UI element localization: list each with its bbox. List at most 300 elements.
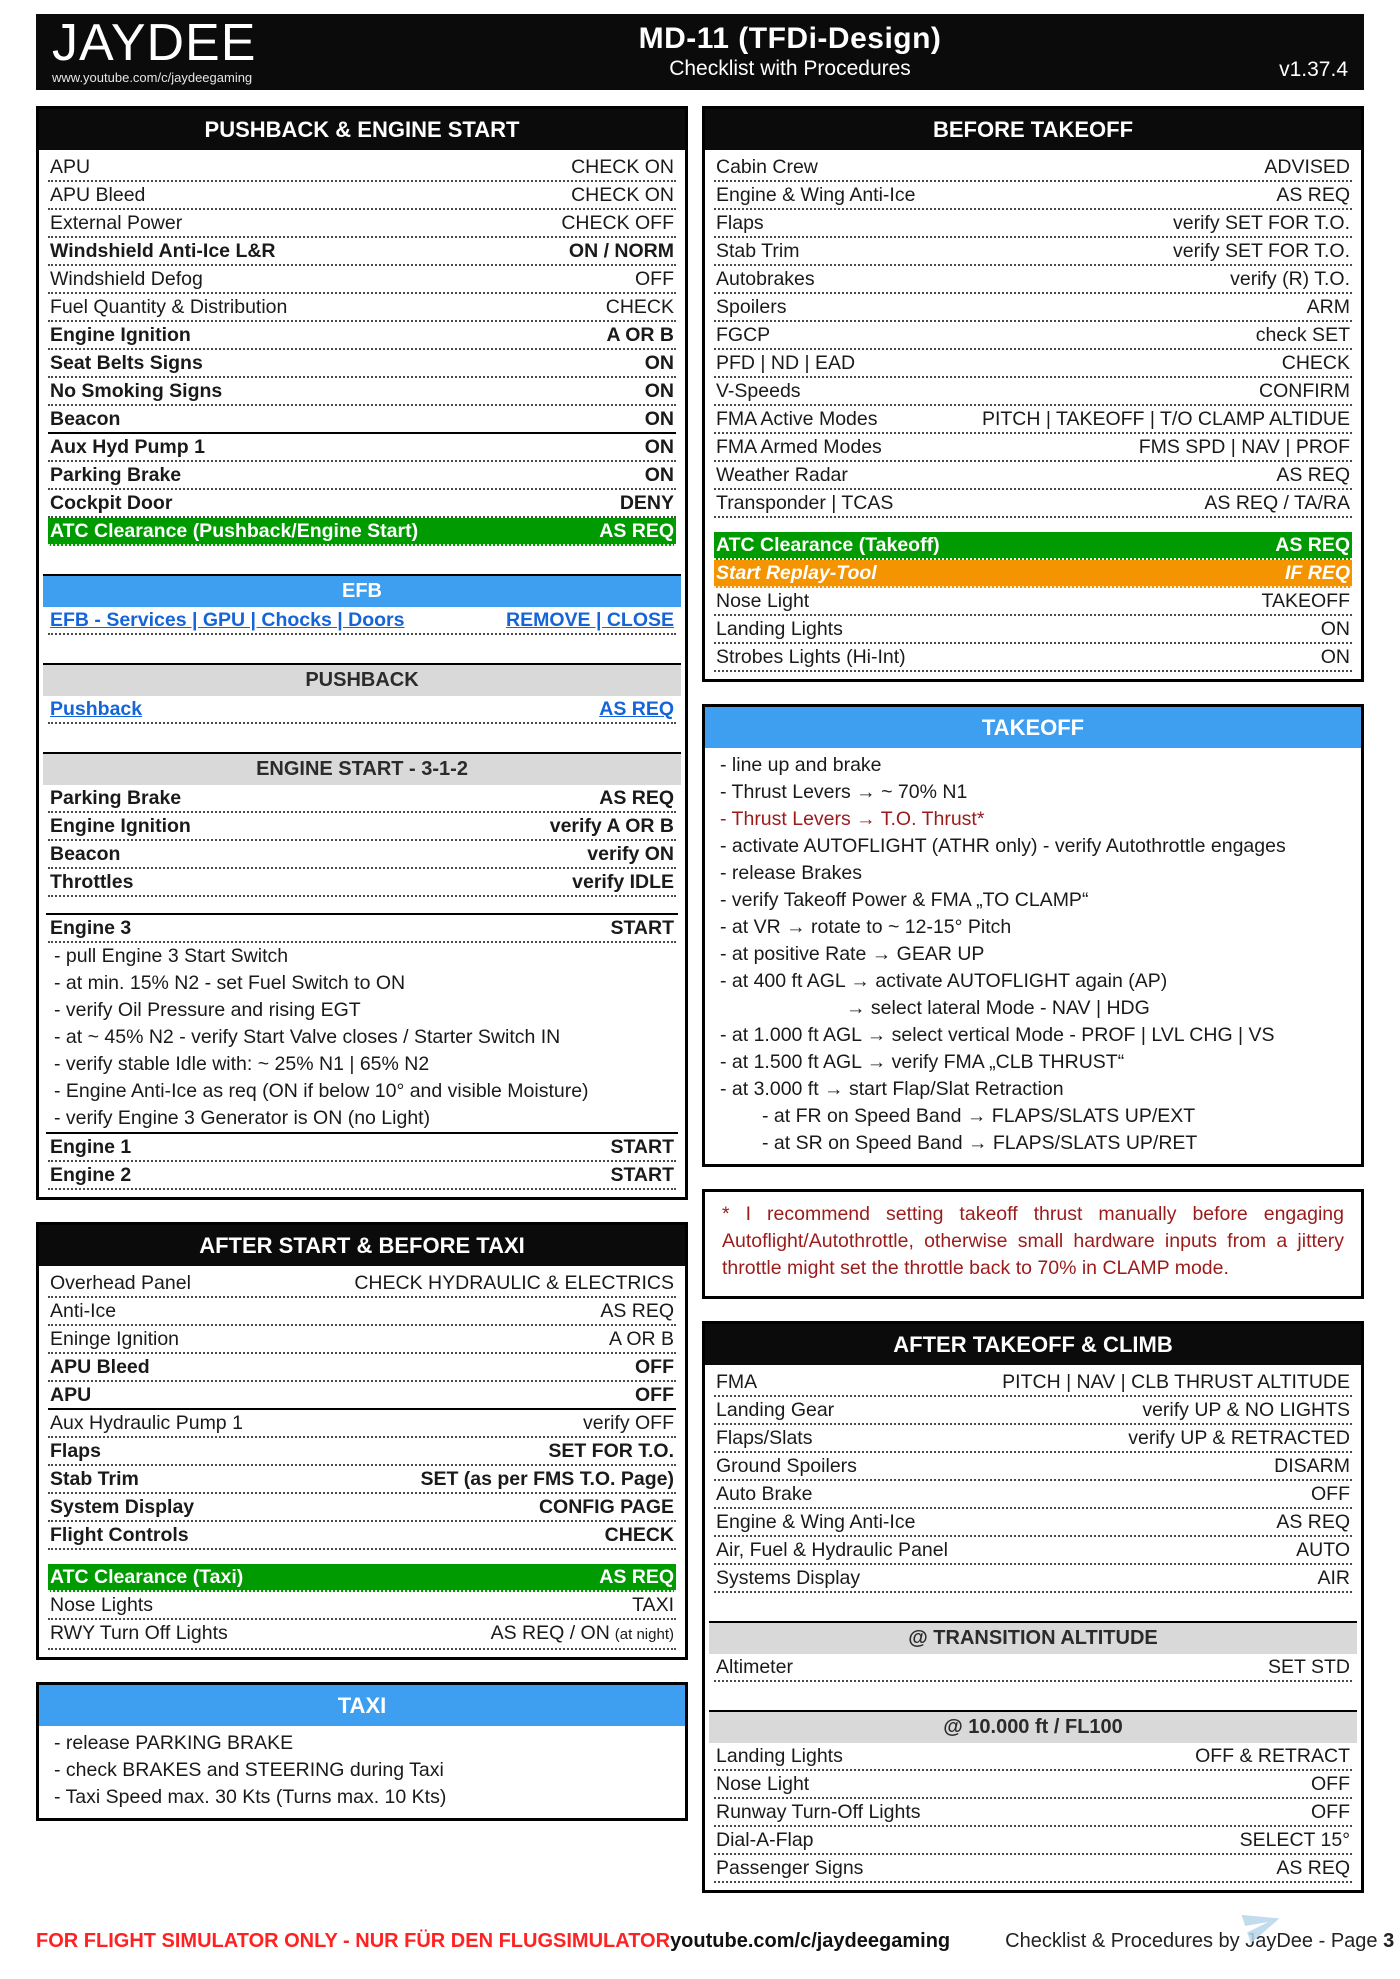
checklist-item-label: Pushback (50, 698, 143, 720)
checklist-item-value-main: CHECK OFF (561, 212, 674, 234)
checklist-item-value (625, 268, 674, 290)
checklist-row (714, 532, 1352, 560)
checklist-item-value (481, 1622, 674, 1646)
section-content (705, 1365, 1361, 1890)
section-content (39, 1726, 685, 1818)
checklist-row (714, 266, 1352, 294)
checklist-item-value-main: verify (R) T.O. (1230, 268, 1350, 290)
checklist-item-value-main: OFF (635, 268, 674, 290)
checklist-link-row[interactable] (48, 607, 676, 635)
checklist-item-label: Parking Brake (50, 464, 182, 486)
checklist-item-value-main: OFF & RETRACT (1195, 1745, 1350, 1767)
checklist-item-label: FMA Active Modes (716, 408, 878, 430)
checklist-item-label: Anti-Ice (50, 1300, 117, 1322)
checklist-item-value-main: OFF (635, 1356, 674, 1378)
checklist-item-label: ATC Clearance (Taxi) (50, 1566, 244, 1588)
checklist-item-label: Parking Brake (50, 787, 182, 809)
procedure-line: - Thrust Levers → ~ 70% N1 (720, 781, 968, 803)
checklist-item-label: ATC Clearance (Pushback/Engine Start) (50, 520, 419, 542)
checklist-item-value (635, 352, 674, 374)
checklist-item-value-main: ON (644, 352, 674, 374)
checklist-item-label: Aux Hydraulic Pump 1 (50, 1412, 243, 1434)
checklist-row (48, 1494, 676, 1522)
checklist-row (48, 434, 676, 462)
checklist-item-value-main: CHECK (1281, 352, 1350, 374)
checklist-item-value (1129, 436, 1350, 458)
checklist-row (48, 1522, 676, 1550)
checklist-row (48, 1592, 676, 1620)
checklist-row (714, 1425, 1352, 1453)
procedure-line: - at min. 15% N2 - set Fuel Switch to ON (54, 972, 406, 994)
checklist-item-value (496, 609, 674, 631)
checklist-item-value-main: AS REQ (600, 1300, 674, 1322)
checklist-item-label: External Power (50, 212, 183, 234)
procedure-line: - release Brakes (720, 862, 862, 884)
checklist-row (48, 1438, 676, 1466)
procedure-line: - verify stable Idle with: ~ 25% N1 | 65% N2 (54, 1053, 430, 1075)
checklist-row (48, 915, 676, 943)
procedure-line: - check BRAKES and STEERING during Taxi (54, 1759, 444, 1781)
checklist-item-label: Autobrakes (716, 268, 815, 290)
checklist-item-value-main: verify UP & NO LIGHTS (1142, 1399, 1350, 1421)
checklist-item-value (1252, 590, 1350, 612)
subsection-header: PUSHBACK (43, 663, 681, 696)
checklist-item-value-main: SET STD (1268, 1656, 1350, 1678)
checklist-item-label: Landing Lights (716, 618, 843, 640)
checklist-item-value-main: TAXI (632, 1594, 674, 1616)
checklist-row (714, 1481, 1352, 1509)
section-after-start-before-taxi (36, 1222, 688, 1660)
checklist-item-value (1132, 1399, 1350, 1421)
checklist-item-value-main: SET FOR T.O. (548, 1440, 674, 1462)
procedure-line: - Thrust Levers → T.O. Thrust* (720, 808, 985, 830)
checklist-row (48, 1466, 676, 1494)
checklist-item-value-main: AIR (1317, 1567, 1350, 1589)
footer-youtube-link: youtube.com/c/jaydeegaming (670, 1930, 951, 1952)
checklist-item-value (551, 212, 674, 234)
checklist-row (48, 813, 676, 841)
checklist-item-value (1264, 1455, 1350, 1477)
checklist-row (714, 1537, 1352, 1565)
checklist-item-label: Landing Gear (716, 1399, 835, 1421)
divider-line (46, 897, 678, 915)
checklist-row (714, 350, 1352, 378)
checklist-item-label: APU Bleed (50, 184, 146, 206)
checklist-item-value (992, 1371, 1350, 1393)
checklist-item-value-main: TAKEOFF (1261, 590, 1350, 612)
checklist-row (714, 1654, 1352, 1682)
checklist-item-value (540, 815, 674, 837)
checklist-item-value-main: ADVISED (1264, 156, 1350, 178)
section-header: TAKEOFF (705, 707, 1361, 748)
checklist-item-value (1301, 1801, 1350, 1823)
checklist-item-label: Flaps (716, 212, 764, 234)
checklist-item-value (635, 464, 674, 486)
procedure-line: - at positive Rate → GEAR UP (720, 943, 985, 965)
checklist-item-label: Beacon (50, 843, 121, 865)
checklist-row (48, 1410, 676, 1438)
spacer (714, 1682, 1352, 1696)
checklist-row (48, 322, 676, 350)
section-content (705, 1192, 1361, 1296)
checklist-row (48, 1134, 676, 1162)
checklist-item-label: Engine & Wing Anti-Ice (716, 1511, 916, 1533)
checklist-item-value-main: ON (644, 408, 674, 430)
page-footer (36, 1930, 1395, 1953)
procedure-line: - pull Engine 3 Start Switch (54, 945, 289, 967)
checklist-item-label: Engine Ignition (50, 815, 191, 837)
checklist-item-value (1163, 240, 1350, 262)
column-left (36, 106, 688, 1843)
procedure-line: - activate AUTOFLIGHT (ATHR only) - verify Autothrottle engages (720, 835, 1286, 857)
checklist-item-label: Systems Display (716, 1567, 861, 1589)
section-content (39, 1266, 685, 1657)
spacer (48, 1550, 676, 1564)
procedure-line: - verify Oil Pressure and rising EGT (54, 999, 361, 1021)
checklist-row (714, 210, 1352, 238)
checklist-row (48, 1298, 676, 1326)
checklist-item-value-main: verify UP & RETRACTED (1128, 1427, 1350, 1449)
checklist-item-value-main: START (610, 1164, 674, 1186)
checklist-item-label: Weather Radar (716, 464, 848, 486)
checklist-row (714, 1509, 1352, 1537)
checklist-item-value (1311, 646, 1350, 668)
checklist-row (714, 378, 1352, 406)
checklist-item-value-main: ON (644, 380, 674, 402)
checklist-item-value-main: verify SET FOR T.O. (1173, 212, 1350, 234)
checklist-item-value-main: CHECK (605, 296, 674, 318)
checklist-item-value-main: SET (as per FMS T.O. Page) (420, 1468, 674, 1490)
checklist-row (48, 518, 676, 546)
checklist-item-value-main: REMOVE | CLOSE (506, 609, 674, 631)
checklist-item-value-main: verify ON (587, 843, 674, 865)
checklist-item-value-main: ON (644, 464, 674, 486)
checklist-item-value-main: CHECK (604, 1524, 674, 1546)
procedure-line: - at 3.000 ft → start Flap/Slat Retraction (720, 1078, 1064, 1100)
checklist-item-value (599, 1328, 674, 1350)
procedure-line: - at VR → rotate to ~ 12-15° Pitch (720, 916, 1012, 938)
checklist-item-value-main: DISARM (1274, 1455, 1350, 1477)
checklist-row (714, 294, 1352, 322)
checklist-item-value-main: OFF (1311, 1483, 1350, 1505)
procedure-line: - line up and brake (720, 754, 882, 776)
checklist-item-value (610, 492, 674, 514)
checklist-row (48, 154, 676, 182)
checklist-item-value-main: AS REQ (599, 1566, 674, 1588)
checklist-item-value-main: check SET (1255, 324, 1350, 346)
checklist-item-value (577, 843, 674, 865)
checklist-item-value-main: AS REQ / TA/RA (1204, 492, 1350, 514)
checklist-row (48, 1354, 676, 1382)
checklist-item-value (589, 787, 674, 809)
checklist-item-value-main: CHECK ON (571, 156, 674, 178)
checklist-item-label: APU Bleed (50, 1356, 150, 1378)
procedure-line: - at ~ 45% N2 - verify Start Valve closes / Starter Switch IN (54, 1026, 561, 1048)
checklist-item-label: Transponder | TCAS (716, 492, 894, 514)
subsection-header: EFB (43, 574, 681, 607)
checklist-item-label: Nose Light (716, 1773, 810, 1795)
checklist-row (48, 350, 676, 378)
section-taxi (36, 1682, 688, 1821)
checklist-row (714, 1369, 1352, 1397)
checklist-item-value (600, 1136, 674, 1158)
checklist-item-value (600, 917, 674, 939)
checklist-item-value (622, 1594, 674, 1616)
checklist-item-value (1249, 380, 1350, 402)
checklist-row (714, 1771, 1352, 1799)
checklist-item-value-main: ON (644, 436, 674, 458)
checklist-item-label: Engine 1 (50, 1136, 132, 1158)
checklist-row (714, 406, 1352, 434)
checklist-item-value-main: PITCH | TAKEOFF | T/O CLAMP ALTIDUE (981, 408, 1350, 430)
checklist-item-label: RWY Turn Off Lights (50, 1622, 228, 1644)
checklist-item-value-main: AS REQ (1276, 464, 1350, 486)
checklist-item-label: APU (50, 156, 91, 178)
checklist-item-value-main: DENY (619, 492, 674, 514)
checklist-item-value (596, 296, 674, 318)
subsection-header: @ 10.000 ft / FL100 (709, 1710, 1357, 1743)
checklist-item-label: Flight Controls (50, 1524, 189, 1546)
procedure-line: - Engine Anti-Ice as req (ON if below 10° and visible Moisture) (54, 1080, 589, 1102)
checklist-item-label: Nose Lights (50, 1594, 153, 1616)
checklist-item-value (410, 1468, 674, 1490)
checklist-row (714, 644, 1352, 672)
checklist-row (48, 266, 676, 294)
checklist-item-value (625, 1356, 674, 1378)
checklist-row (48, 490, 676, 518)
section-note (702, 1189, 1364, 1299)
checklist-item-label: Windshield Anti-Ice L&R (50, 240, 276, 262)
checklist-item-value (559, 240, 674, 262)
procedure-line: - at SR on Speed Band → FLAPS/SLATS UP/RET (762, 1132, 1198, 1154)
checklist-item-label: Stab Trim (716, 240, 800, 262)
checklist-item-value-main: START (610, 917, 674, 939)
checklist-row (48, 1382, 676, 1410)
checklist-item-value-main: AS REQ / ON (490, 1622, 610, 1644)
checklist-item-label: Fuel Quantity & Distribution (50, 296, 288, 318)
checklist-item-value (1272, 352, 1350, 374)
section-header: TAXI (39, 1685, 685, 1726)
checklist-row (48, 841, 676, 869)
checklist-item-value-note: (at night) (614, 1626, 674, 1643)
checklist-row (714, 154, 1352, 182)
checklist-item-value (538, 1440, 674, 1462)
checklist-row (714, 1855, 1352, 1883)
checklist-item-value-main: OFF (1311, 1773, 1350, 1795)
checklist-item-value (1311, 618, 1350, 640)
subsection-header: @ TRANSITION ALTITUDE (709, 1621, 1357, 1654)
checklist-item-value (1185, 1745, 1350, 1767)
checklist-row (48, 238, 676, 266)
section-header: BEFORE TAKEOFF (705, 109, 1361, 150)
checklist-row (48, 1326, 676, 1354)
checklist-item-label: APU (50, 1384, 92, 1406)
checklist-item-label: Auto Brake (716, 1483, 813, 1505)
checklist-item-value (1266, 464, 1350, 486)
checklist-item-value (1194, 492, 1350, 514)
checklist-item-label: FMA Armed Modes (716, 436, 882, 458)
spacer (48, 635, 676, 649)
checklist-item-value (595, 1524, 674, 1546)
checklist-item-value (625, 1384, 674, 1406)
checklist-row (48, 462, 676, 490)
column-right (702, 106, 1364, 1915)
checklist-item-label: Flaps/Slats (716, 1427, 813, 1449)
checklist-item-value (590, 1300, 674, 1322)
section-header: AFTER TAKEOFF & CLIMB (705, 1324, 1361, 1365)
jaydee-logo: JAYDEE (52, 14, 257, 72)
checklist-item-value-main: START (610, 1136, 674, 1158)
checklist-item-value-main: AUTO (1296, 1539, 1350, 1561)
checklist-row (714, 434, 1352, 462)
checklist-columns (36, 106, 1364, 1915)
checklist-item-label: Flaps (50, 1440, 101, 1462)
checklist-item-value-main: CHECK ON (571, 184, 674, 206)
checklist-item-value-main: A OR B (608, 1328, 674, 1350)
spacer (714, 1593, 1352, 1607)
checklist-item-label: Cabin Crew (716, 156, 818, 178)
checklist-item-value (1118, 1427, 1350, 1449)
logo-url: www.youtube.com/c/jaydeegaming (52, 70, 253, 85)
checklist-row (48, 785, 676, 813)
checklist-item-label: V-Speeds (716, 380, 801, 402)
checklist-item-value (1275, 562, 1350, 584)
footer-disclaimer: FOR FLIGHT SIMULATOR ONLY - NUR FÜR DEN FLUGSIMULATOR (36, 1930, 671, 1952)
checklist-row (714, 1397, 1352, 1425)
checklist-row (48, 869, 676, 897)
procedure-line: - verify Takeoff Power & FMA „TO CLAMP“ (720, 889, 1089, 911)
checklist-item-label: FMA (716, 1371, 758, 1393)
checklist-item-value (589, 1566, 674, 1588)
checklist-item-value (1254, 156, 1350, 178)
checklist-item-label: Overhead Panel (50, 1272, 191, 1294)
page-number: 3 (1383, 1930, 1395, 1952)
checklist-link-row[interactable] (48, 696, 676, 724)
procedure-line: - verify Engine 3 Generator is ON (no Light) (54, 1107, 431, 1129)
title-block (312, 18, 1268, 84)
checklist-item-value (1266, 184, 1350, 206)
checklist-item-value-main: AS REQ (599, 698, 674, 720)
checklist-row (714, 616, 1352, 644)
checklist-item-label: Stab Trim (50, 1468, 139, 1490)
checklist-item-value (1301, 1483, 1350, 1505)
section-after-takeoff-climb (702, 1321, 1364, 1893)
procedure-line: - at 1.500 ft AGL → verify FMA „CLB THRUST“ (720, 1051, 1125, 1073)
section-header: AFTER START & BEFORE TAXI (39, 1225, 685, 1266)
checklist-item-value (1230, 1829, 1350, 1851)
checklist-row (714, 462, 1352, 490)
checklist-item-value-main: CONFIG PAGE (538, 1496, 674, 1518)
checklist-item-label: Altimeter (716, 1656, 793, 1678)
checklist-row (714, 1453, 1352, 1481)
checklist-item-value (635, 436, 674, 458)
checklist-item-value-main: verify OFF (583, 1412, 674, 1434)
checklist-item-value (1163, 212, 1350, 234)
checklist-item-value (635, 380, 674, 402)
checklist-item-label: Windshield Defog (50, 268, 203, 290)
checklist-item-label: Engine & Wing Anti-Ice (716, 184, 916, 206)
checklist-item-value-main: IF REQ (1284, 562, 1350, 584)
checklist-item-value-main: AS REQ (1275, 534, 1350, 556)
section-content (705, 150, 1361, 679)
document-header-bar (36, 14, 1364, 90)
checklist-item-label: Eninge Ignition (50, 1328, 180, 1350)
note-text: * I recommend setting takeoff thrust manually before engaging Autoflight/Autothrottle, otherwise small hardware inputs from a jittery throttle might set the throttle back to 70% in CLAMP mode. (722, 1203, 1344, 1279)
checklist-item-label: Spoilers (716, 296, 787, 318)
checklist-item-label: Passenger Signs (716, 1857, 864, 1879)
procedure-line: - at 400 ft AGL → activate AUTOFLIGHT again (AP) (720, 970, 1168, 992)
document-title: MD-11 (TFDi-Design) (638, 21, 942, 55)
checklist-item-value (561, 156, 674, 178)
checklist-item-label: Engine 2 (50, 1164, 132, 1186)
checklist-item-value-main: OFF (635, 1384, 674, 1406)
checklist-item-label: System Display (50, 1496, 195, 1518)
checklist-row (714, 490, 1352, 518)
section-content (705, 748, 1361, 1164)
checklist-item-value-main: AS REQ (1276, 184, 1350, 206)
checklist-item-value-main: ON (1320, 618, 1350, 640)
checklist-item-label: Seat Belts Signs (50, 352, 203, 374)
checklist-item-label: Ground Spoilers (716, 1455, 857, 1477)
checklist-row (714, 1743, 1352, 1771)
checklist-row (714, 1565, 1352, 1593)
checklist-row (48, 294, 676, 322)
checklist-item-value (562, 871, 674, 893)
section-header: PUSHBACK & ENGINE START (39, 109, 685, 150)
checklist-row (48, 210, 676, 238)
checklist-item-value (561, 184, 674, 206)
checklist-item-label: Strobes Lights (Hi-Int) (716, 646, 906, 668)
checklist-item-value (1246, 324, 1350, 346)
checklist-item-label: Engine 3 (50, 917, 132, 939)
checklist-row (714, 588, 1352, 616)
checklist-item-value-main: ON / NORM (568, 240, 674, 262)
procedure-line: - at 1.000 ft AGL → select vertical Mode - PROF | LVL CHG | VS (720, 1024, 1275, 1046)
checklist-row (714, 1827, 1352, 1855)
procedure-line: - Taxi Speed max. 30 Kts (Turns max. 10 Kts) (54, 1786, 447, 1808)
checklist-item-value-main: CHECK HYDRAULIC & ELECTRICS (354, 1272, 674, 1294)
section-takeoff (702, 704, 1364, 1167)
section-before-takeoff (702, 106, 1364, 682)
checklist-item-value (589, 698, 674, 720)
checklist-item-value-main: AS REQ (1276, 1857, 1350, 1879)
spacer (48, 724, 676, 738)
checklist-item-value (1220, 268, 1350, 290)
checklist-row (48, 406, 676, 434)
checklist-item-value (1286, 1539, 1350, 1561)
section-content (39, 150, 685, 1197)
checklist-item-value-main: ON (1320, 646, 1350, 668)
procedure-line: → select lateral Mode - NAV | HDG (846, 997, 1150, 1019)
checklist-item-value (589, 520, 674, 542)
version-label: v1.37.4 (1279, 58, 1348, 81)
checklist-item-value (1297, 296, 1350, 318)
checklist-item-value-main: verify A OR B (549, 815, 674, 837)
spacer (714, 518, 1352, 532)
procedure-line: - at FR on Speed Band → FLAPS/SLATS UP/EXT (762, 1105, 1196, 1127)
checklist-row (48, 378, 676, 406)
checklist-item-value-main: SELECT 15° (1239, 1829, 1350, 1851)
checklist-row (48, 1270, 676, 1298)
logo-block (52, 14, 312, 85)
checklist-item-label: Nose Light (716, 590, 810, 612)
checklist-item-value-main: ARM (1306, 296, 1350, 318)
checklist-item-value-main: AS REQ (599, 787, 674, 809)
checklist-item-label: Air, Fuel & Hydraulic Panel (716, 1539, 948, 1561)
spacer (48, 546, 676, 560)
checklist-row (48, 1620, 676, 1650)
checklist-row (714, 560, 1352, 588)
